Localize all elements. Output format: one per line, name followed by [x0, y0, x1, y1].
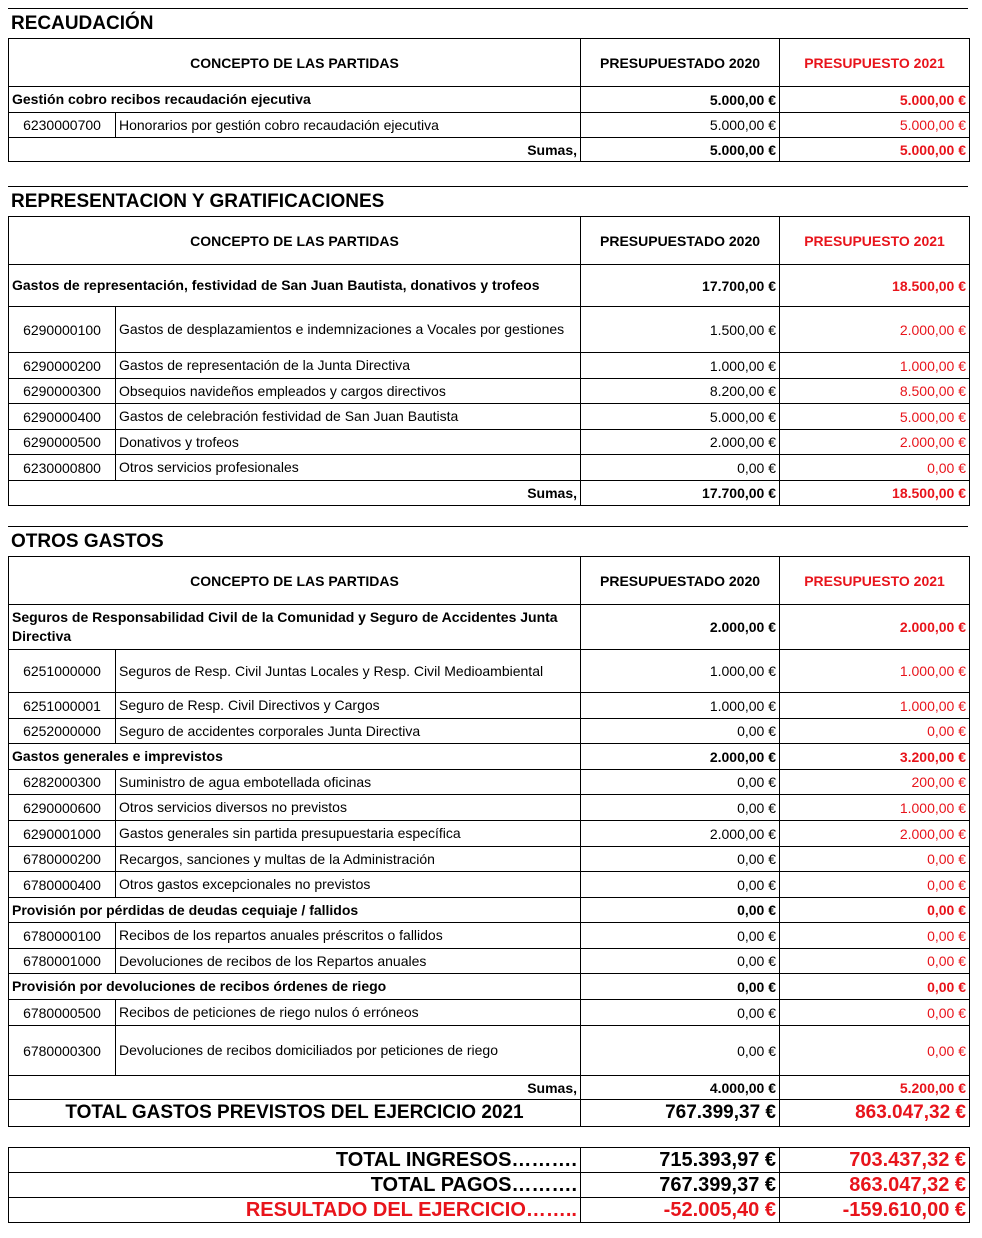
group-label: Seguros de Responsabilidad Civil de la Comunidad y Seguro de Accidentes Junta Directiva: [9, 605, 581, 650]
section-title-recaudacion: RECAUDACIÓN: [8, 8, 968, 38]
account-desc: Suministro de agua embotellada oficinas: [116, 770, 581, 795]
group-2020: 5.000,00 €: [581, 87, 780, 113]
value-2021: 0,00 €: [780, 872, 970, 898]
group-2021: 3.200,00 €: [780, 744, 970, 770]
table-recaudacion: [8, 38, 970, 162]
account-desc: Devoluciones de recibos domiciliados por peticiones de riego: [116, 1026, 581, 1076]
value-2020: 0,00 €: [581, 795, 780, 821]
table-row: [9, 1000, 970, 1026]
table-row: [9, 353, 970, 379]
section-title-representacion: REPRESENTACION Y GRATIFICACIONES: [8, 186, 968, 216]
value-2020: 5.000,00 €: [581, 113, 780, 138]
group-2021: 0,00 €: [780, 898, 970, 923]
value-2020: 0,00 €: [581, 872, 780, 898]
account-code: 6780000400: [9, 872, 116, 898]
group-2020: 2.000,00 €: [581, 744, 780, 770]
value-2021: 1.000,00 €: [780, 795, 970, 821]
account-desc: Gastos de desplazamientos e indemnizaciones a Vocales por gestiones: [116, 307, 581, 353]
value-2021: 5.000,00 €: [780, 404, 970, 430]
account-desc: Gastos generales sin partida presupuestaria específica: [116, 821, 581, 847]
sum-row: [9, 481, 970, 506]
account-code: 6290000200: [9, 353, 116, 379]
value-2021: 5.000,00 €: [780, 113, 970, 138]
table-row: [9, 1026, 970, 1076]
account-desc: Recibos de peticiones de riego nulos ó erróneos: [116, 1000, 581, 1026]
account-code: 6290000400: [9, 404, 116, 430]
total-gastos-label: TOTAL GASTOS PREVISTOS DEL EJERCICIO 2021: [9, 1100, 581, 1127]
total-ingresos-2020: 715.393,97 €: [581, 1148, 780, 1173]
table-row: [9, 404, 970, 430]
table-final-totals: [8, 1147, 970, 1223]
table-row: [9, 113, 970, 138]
group-label: Gastos de representación, festividad de San Juan Bautista, donativos y trofeos: [9, 265, 581, 307]
group-2021: 2.000,00 €: [780, 605, 970, 650]
account-desc: Seguro de accidentes corporales Junta Directiva: [116, 719, 581, 744]
total-pagos-label: TOTAL PAGOS……….: [9, 1173, 581, 1198]
table-row: [9, 795, 970, 821]
value-2020: 2.000,00 €: [581, 821, 780, 847]
group-2020: 0,00 €: [581, 974, 780, 1000]
account-desc: Donativos y trofeos: [116, 430, 581, 455]
account-desc: Seguro de Resp. Civil Directivos y Cargos: [116, 693, 581, 719]
total-pagos-2020: 767.399,37 €: [581, 1173, 780, 1198]
total-ingresos-2021: 703.437,32 €: [780, 1148, 970, 1173]
total-gastos-2021: 863.047,32 €: [780, 1100, 970, 1127]
value-2020: 0,00 €: [581, 1000, 780, 1026]
resultado-row: [9, 1198, 970, 1223]
table-row: [9, 430, 970, 455]
account-code: 6290000100: [9, 307, 116, 353]
sum-2021: 5.200,00 €: [780, 1076, 970, 1100]
value-2020: 0,00 €: [581, 847, 780, 872]
header-pres2020: PRESUPUESTADO 2020: [581, 39, 780, 87]
group-row: [9, 974, 970, 1000]
account-code: 6780001000: [9, 949, 116, 974]
sum-label: Sumas,: [9, 138, 581, 162]
header-pres2021: PRESUPUESTO 2021: [780, 557, 970, 605]
sum-2021: 5.000,00 €: [780, 138, 970, 162]
total-gastos-2020: 767.399,37 €: [581, 1100, 780, 1127]
group-2021: 18.500,00 €: [780, 265, 970, 307]
value-2021: 0,00 €: [780, 1000, 970, 1026]
account-desc: Otros servicios diversos no previstos: [116, 795, 581, 821]
value-2021: 2.000,00 €: [780, 307, 970, 353]
header-pres2020: PRESUPUESTADO 2020: [581, 557, 780, 605]
group-label: Gestión cobro recibos recaudación ejecutiva: [9, 87, 581, 113]
section-title-otros: OTROS GASTOS: [8, 526, 968, 556]
account-code: 6251000000: [9, 650, 116, 693]
value-2020: 0,00 €: [581, 1026, 780, 1076]
value-2020: 0,00 €: [581, 455, 780, 481]
header-concepto: CONCEPTO DE LAS PARTIDAS: [9, 39, 581, 87]
account-desc: Devoluciones de recibos de los Repartos anuales: [116, 949, 581, 974]
table-row: [9, 650, 970, 693]
value-2021: 1.000,00 €: [780, 353, 970, 379]
value-2021: 0,00 €: [780, 923, 970, 949]
group-row: [9, 265, 970, 307]
value-2021: 1.000,00 €: [780, 693, 970, 719]
total-pagos-row: [9, 1173, 970, 1198]
account-code: 6252000000: [9, 719, 116, 744]
account-code: 6230000700: [9, 113, 116, 138]
account-code: 6780000200: [9, 847, 116, 872]
account-desc: Seguros de Resp. Civil Juntas Locales y Resp. Civil Medioambiental: [116, 650, 581, 693]
table-row: [9, 770, 970, 795]
resultado-label: RESULTADO DEL EJERCICIO……..: [9, 1198, 581, 1223]
sum-2021: 18.500,00 €: [780, 481, 970, 506]
group-row: [9, 87, 970, 113]
value-2021: 2.000,00 €: [780, 430, 970, 455]
resultado-2021: -159.610,00 €: [780, 1198, 970, 1223]
account-code: 6282000300: [9, 770, 116, 795]
group-2021: 0,00 €: [780, 974, 970, 1000]
account-desc: Recargos, sanciones y multas de la Administración: [116, 847, 581, 872]
table-row: [9, 847, 970, 872]
value-2021: 200,00 €: [780, 770, 970, 795]
account-desc: Gastos de representación de la Junta Directiva: [116, 353, 581, 379]
group-2020: 2.000,00 €: [581, 605, 780, 650]
value-2021: 0,00 €: [780, 949, 970, 974]
account-desc: Otros gastos excepcionales no previstos: [116, 872, 581, 898]
sum-row: [9, 1076, 970, 1100]
table-row: [9, 307, 970, 353]
sum-label: Sumas,: [9, 481, 581, 506]
account-code: 6290001000: [9, 821, 116, 847]
table-otros-gastos: [8, 556, 970, 1127]
table-representacion: [8, 216, 970, 506]
resultado-2020: -52.005,40 €: [581, 1198, 780, 1223]
group-2020: 17.700,00 €: [581, 265, 780, 307]
value-2020: 0,00 €: [581, 923, 780, 949]
value-2020: 0,00 €: [581, 719, 780, 744]
value-2020: 1.000,00 €: [581, 353, 780, 379]
group-row: [9, 898, 970, 923]
account-desc: Gastos de celebración festividad de San Juan Bautista: [116, 404, 581, 430]
total-ingresos-label: TOTAL INGRESOS……….: [9, 1148, 581, 1173]
value-2021: 0,00 €: [780, 1026, 970, 1076]
header-pres2020: PRESUPUESTADO 2020: [581, 217, 780, 265]
account-code: 6780000300: [9, 1026, 116, 1076]
table-row: [9, 821, 970, 847]
value-2020: 5.000,00 €: [581, 404, 780, 430]
table-row: [9, 872, 970, 898]
account-code: 6230000800: [9, 455, 116, 481]
account-code: 6290000600: [9, 795, 116, 821]
value-2020: 1.000,00 €: [581, 650, 780, 693]
value-2021: 0,00 €: [780, 847, 970, 872]
account-desc: Honorarios por gestión cobro recaudación ejecutiva: [116, 113, 581, 138]
value-2020: 0,00 €: [581, 770, 780, 795]
value-2021: 0,00 €: [780, 455, 970, 481]
account-desc: Otros servicios profesionales: [116, 455, 581, 481]
account-code: 6780000500: [9, 1000, 116, 1026]
value-2021: 0,00 €: [780, 719, 970, 744]
account-code: 6290000300: [9, 379, 116, 404]
account-code: 6780000100: [9, 923, 116, 949]
table-row: [9, 923, 970, 949]
header-pres2021: PRESUPUESTO 2021: [780, 217, 970, 265]
total-pagos-2021: 863.047,32 €: [780, 1173, 970, 1198]
value-2021: 2.000,00 €: [780, 821, 970, 847]
group-2021: 5.000,00 €: [780, 87, 970, 113]
table-row: [9, 693, 970, 719]
account-desc: Obsequios navideños empleados y cargos directivos: [116, 379, 581, 404]
sum-2020: 5.000,00 €: [581, 138, 780, 162]
header-concepto: CONCEPTO DE LAS PARTIDAS: [9, 557, 581, 605]
group-row: [9, 605, 970, 650]
account-code: 6290000500: [9, 430, 116, 455]
sum-2020: 4.000,00 €: [581, 1076, 780, 1100]
table-row: [9, 379, 970, 404]
table-row: [9, 719, 970, 744]
total-gastos-row: [9, 1100, 970, 1127]
group-row: [9, 744, 970, 770]
group-label: Provisión por pérdidas de deudas cequiaje / fallidos: [9, 898, 581, 923]
value-2020: 8.200,00 €: [581, 379, 780, 404]
group-label: Provisión por devoluciones de recibos órdenes de riego: [9, 974, 581, 1000]
table-row: [9, 455, 970, 481]
sum-2020: 17.700,00 €: [581, 481, 780, 506]
header-pres2021: PRESUPUESTO 2021: [780, 39, 970, 87]
value-2020: 2.000,00 €: [581, 430, 780, 455]
table-row: [9, 949, 970, 974]
value-2020: 1.000,00 €: [581, 693, 780, 719]
value-2020: 1.500,00 €: [581, 307, 780, 353]
value-2020: 0,00 €: [581, 949, 780, 974]
group-label: Gastos generales e imprevistos: [9, 744, 581, 770]
value-2021: 8.500,00 €: [780, 379, 970, 404]
account-code: 6251000001: [9, 693, 116, 719]
account-desc: Recibos de los repartos anuales préscritos o fallidos: [116, 923, 581, 949]
total-ingresos-row: [9, 1148, 970, 1173]
value-2021: 1.000,00 €: [780, 650, 970, 693]
header-concepto: CONCEPTO DE LAS PARTIDAS: [9, 217, 581, 265]
group-2020: 0,00 €: [581, 898, 780, 923]
sum-row: [9, 138, 970, 162]
sum-label: Sumas,: [9, 1076, 581, 1100]
